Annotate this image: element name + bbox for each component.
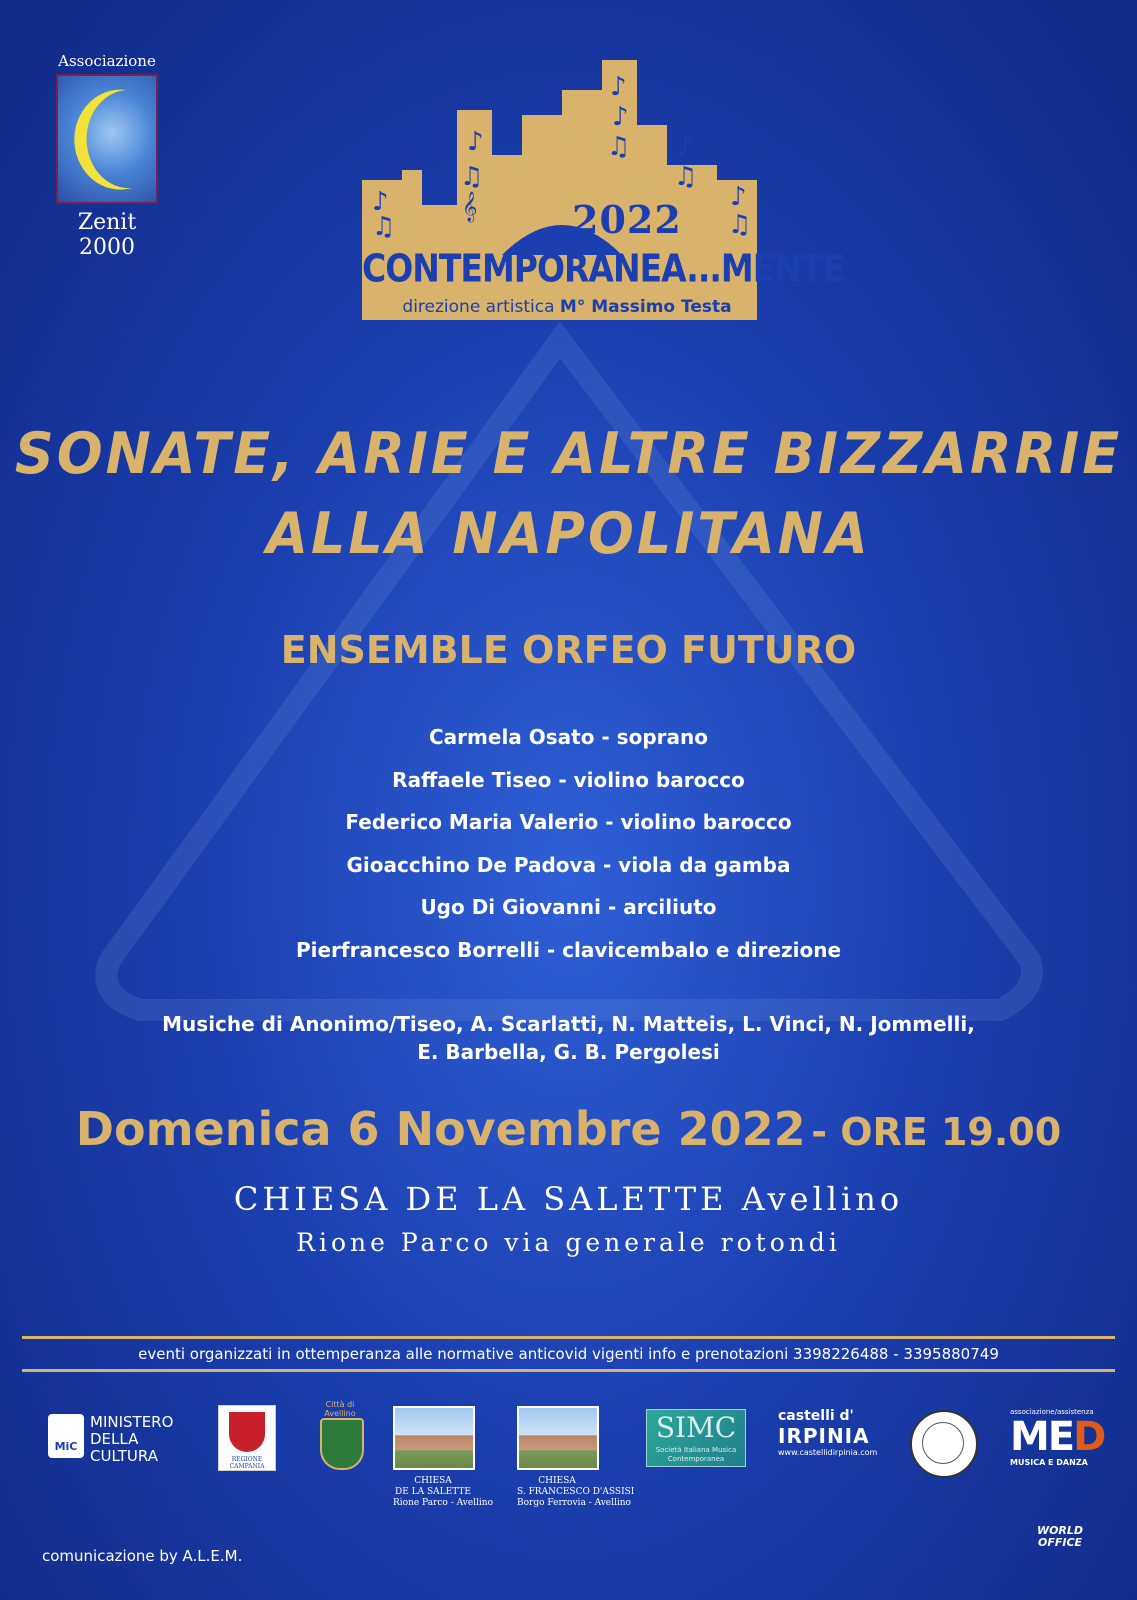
church-label-line: CHIESA [414, 1476, 452, 1486]
event-title [0, 414, 1137, 574]
med-logo [1010, 1408, 1105, 1472]
mic-text [90, 1414, 173, 1465]
music-program [100, 1010, 1037, 1066]
simc-logo [646, 1409, 746, 1467]
music-line2: E. Barbella, G. B. Pergolesi [417, 1040, 720, 1064]
event-title-line1: SONATE, ARIE E ALTRE BIZZARRIE [14, 420, 1123, 487]
event-title-line2: ALLA NAPOLITANA [266, 500, 871, 567]
member-item: Gioacchino De Padova - viola da gamba [346, 852, 791, 877]
member-item: Carmela Osato - soprano [429, 725, 708, 749]
irpinia-line2: IRPINIA [778, 1424, 870, 1448]
church-salette-logo [393, 1406, 493, 1509]
med-top: associazione/assistenza [1010, 1408, 1094, 1416]
crest-icon [320, 1418, 364, 1470]
svg-text:♪: ♪ [372, 187, 389, 217]
seal-inner-icon [922, 1422, 964, 1464]
church-label-line: S. FRANCESCO D'ASSISI [517, 1487, 635, 1497]
campania-label: REGIONE CAMPANIA [229, 1456, 265, 1470]
members-list [0, 716, 1137, 971]
mic-text-1: MINISTERO [90, 1413, 174, 1431]
irpinia-line1: castelli d' [778, 1408, 854, 1424]
svg-text:♫: ♫ [674, 162, 698, 192]
svg-text:𝄞: 𝄞 [462, 192, 478, 222]
event-date [0, 1102, 1137, 1156]
svg-text:♫: ♫ [372, 212, 396, 242]
svg-text:♪: ♪ [612, 102, 629, 132]
festival-direction [362, 297, 772, 317]
member-item: Pierfrancesco Borrelli - clavicembalo e direzione [295, 937, 842, 962]
director-name: M° Massimo Testa [559, 297, 732, 317]
med-bottom: MUSICA E DANZA [1010, 1458, 1088, 1467]
church-sfrancesco-logo [517, 1406, 635, 1509]
music-line1: Musiche di Anonimo/Tiseo, A. Scarlatti, N. Matteis, L. Vinci, N. Jommelli, [162, 1012, 975, 1036]
credit-text: comunicazione by A.L.E.M. [42, 1547, 243, 1565]
direction-prefix: direzione artistica [402, 297, 555, 317]
moon-logo-icon [56, 74, 158, 204]
med-mark-2: D [1073, 1414, 1105, 1460]
church-label-line: Rione Parco - Avellino [393, 1498, 493, 1508]
med-mark-1: ME [1010, 1414, 1074, 1460]
ensemble-name: ENSEMBLE ORFEO FUTURO [280, 628, 857, 672]
member-item: Raffaele Tiseo - violino barocco [392, 767, 745, 792]
association-label: Associazione [58, 52, 156, 70]
event-date-text: Domenica 6 Novembre 2022 [75, 1102, 806, 1156]
member-item: Ugo Di Giovanni - arciliuto [420, 895, 717, 919]
church-label-line: CHIESA [538, 1476, 576, 1486]
church-label-line: Borgo Ferrovia - Avellino [517, 1498, 631, 1508]
svg-text:♫: ♫ [728, 210, 752, 240]
svg-text:♪: ♪ [730, 182, 747, 212]
church-photo [393, 1406, 475, 1470]
svg-text:♪: ♪ [610, 72, 627, 102]
mic-icon: MiC [48, 1414, 84, 1458]
festival-year: 2022 [572, 197, 682, 242]
citta-avellino-logo [312, 1400, 368, 1472]
svg-text:♪: ♪ [467, 127, 484, 157]
simc-logo-text: SIMC [655, 1411, 737, 1444]
church-label [517, 1476, 635, 1509]
svg-text:♫: ♫ [607, 132, 631, 162]
member-item: Federico Maria Valerio - violino barocco [345, 810, 792, 834]
svg-text:♫: ♫ [460, 162, 484, 192]
association-logo [48, 52, 166, 260]
association-name: Zenit 2000 [77, 210, 137, 260]
svg-text:♪: ♪ [677, 132, 694, 162]
simc-subtitle: Società Italiana Musica Contemporanea [655, 1446, 737, 1463]
ministero-cultura-logo [48, 1414, 178, 1464]
world-office-logo [1030, 1525, 1090, 1565]
mic-text-3: CULTURA [90, 1447, 158, 1465]
med-mark [1010, 1414, 1105, 1460]
venue-name: CHIESA DE LA SALETTE Avellino [233, 1180, 904, 1218]
church-photo [517, 1406, 599, 1470]
event-time: - ORE 19.00 [811, 1110, 1062, 1154]
regione-campania-logo [218, 1405, 276, 1471]
festival-logo [362, 55, 844, 325]
sponsors-strip [0, 1400, 1137, 1510]
info-bar: eventi organizzati in ottemperanza alle normative anticovid vigenti info e prenotazioni 3398226488 - 3395880749 [22, 1336, 1115, 1372]
church-label [393, 1476, 493, 1509]
mic-text-2: DELLA [90, 1430, 139, 1448]
castelli-irpinia-logo [778, 1408, 878, 1468]
avellino-label: Città di Avellino [324, 1400, 356, 1418]
irpinia-url: www.castellidirpinia.com [778, 1448, 878, 1457]
seal-logo-icon [910, 1410, 978, 1478]
church-label-line: DE LA SALETTE [395, 1487, 471, 1497]
world-office-text: WORLD OFFICE [1036, 1524, 1084, 1549]
shield-icon [229, 1412, 265, 1452]
venue-address: Rione Parco via generale rotondi [296, 1228, 841, 1257]
festival-title: CONTEMPORANEA...MENTE [362, 246, 844, 291]
